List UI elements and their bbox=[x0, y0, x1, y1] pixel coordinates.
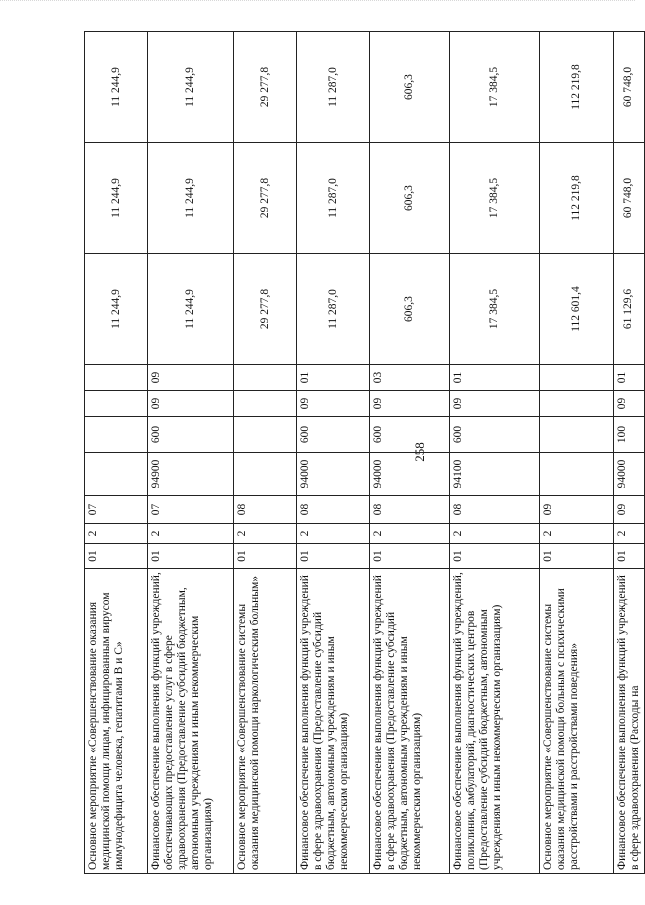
code-cell: 600 bbox=[297, 417, 370, 453]
code-cell: 01 bbox=[234, 544, 297, 569]
code-cell: 09 bbox=[540, 496, 614, 524]
table-row bbox=[540, 32, 614, 874]
code-cell: 09 bbox=[148, 365, 234, 391]
amount-cell: 17 384,5 bbox=[450, 32, 540, 143]
page-number: 258 bbox=[412, 442, 427, 462]
table-row bbox=[614, 32, 645, 874]
code-cell bbox=[85, 391, 148, 417]
amount-cell: 11 287,0 bbox=[297, 32, 370, 143]
code-cell: 94900 bbox=[148, 453, 234, 496]
code-cell bbox=[234, 453, 297, 496]
code-cell bbox=[540, 391, 614, 417]
row-description: Основное мероприятие «Совершенствование системы оказания медицинской помощи больным с психическими расстройствами и расстройствами поведения» bbox=[540, 569, 614, 874]
amount-cell: 11 244,9 bbox=[85, 32, 148, 143]
code-cell: 09 bbox=[614, 391, 645, 417]
amount-cell: 112 601,4 bbox=[540, 254, 614, 365]
code-cell: 94000 bbox=[297, 453, 370, 496]
rotated-table-container bbox=[84, 32, 641, 874]
row-description: Финансовое обеспечение выполнения функций учреждений в сфере здравоохранения (Предоставление субсидий бюджетным, автономным учреждениям и иным некоммерческим организациям) bbox=[297, 569, 370, 874]
code-cell: 2 bbox=[540, 524, 614, 544]
code-cell: 09 bbox=[614, 496, 645, 524]
code-cell: 600 bbox=[148, 417, 234, 453]
amount-cell: 29 277,8 bbox=[234, 143, 297, 254]
amount-cell: 112 219,8 bbox=[540, 32, 614, 143]
code-cell: 2 bbox=[297, 524, 370, 544]
code-cell: 08 bbox=[370, 496, 450, 524]
code-cell: 09 bbox=[297, 391, 370, 417]
code-cell: 09 bbox=[450, 391, 540, 417]
amount-cell: 606,3 bbox=[370, 32, 450, 143]
code-cell: 2 bbox=[85, 524, 148, 544]
table-row bbox=[450, 32, 540, 874]
code-cell: 01 bbox=[450, 365, 540, 391]
code-cell: 08 bbox=[450, 496, 540, 524]
code-cell: 01 bbox=[540, 544, 614, 569]
code-cell: 01 bbox=[450, 544, 540, 569]
amount-cell: 60 748,0 bbox=[614, 32, 645, 143]
row-description: Финансовое обеспечение выполнения функций учреждений в сфере здравоохранения (Расходы на bbox=[614, 569, 645, 874]
table-row bbox=[370, 32, 450, 874]
code-cell: 09 bbox=[148, 391, 234, 417]
amount-cell: 11 244,9 bbox=[148, 143, 234, 254]
row-description: Финансовое обеспечение выполнения функций учреждений, поликлиник, амбулаторий, диагностических центров (Предоставление субсидий бюджетным, автономным учреждениям и иным некоммерческим организациям) bbox=[450, 569, 540, 874]
code-cell: 94000 bbox=[614, 453, 645, 496]
code-cell: 01 bbox=[148, 544, 234, 569]
amount-cell: 17 384,5 bbox=[450, 143, 540, 254]
code-cell bbox=[540, 365, 614, 391]
code-cell: 01 bbox=[297, 365, 370, 391]
code-cell bbox=[234, 391, 297, 417]
code-cell bbox=[234, 417, 297, 453]
budget-table bbox=[84, 31, 645, 874]
amount-cell: 11 287,0 bbox=[297, 143, 370, 254]
code-cell bbox=[234, 365, 297, 391]
amount-cell: 29 277,8 bbox=[234, 254, 297, 365]
amount-cell: 112 219,8 bbox=[540, 143, 614, 254]
code-cell bbox=[540, 417, 614, 453]
row-description: Финансовое обеспечение выполнения функций учреждений, обеспечивающих предоставление услуг в сфере здравоохранения (Предоставление субсидий бюджетным, автономным учреждениям и иным некоммерческим организациям) bbox=[148, 569, 234, 874]
code-cell: 03 bbox=[370, 365, 450, 391]
amount-cell: 17 384,5 bbox=[450, 254, 540, 365]
table-row bbox=[297, 32, 370, 874]
table-row bbox=[148, 32, 234, 874]
code-cell: 07 bbox=[148, 496, 234, 524]
row-description: Финансовое обеспечение выполнения функций учреждений в сфере здравоохранения (Предоставление субсидий бюджетным, автономным учреждениям и иным некоммерческим организациям) bbox=[370, 569, 450, 874]
amount-cell: 606,3 bbox=[370, 254, 450, 365]
code-cell: 94000 bbox=[370, 453, 450, 496]
code-cell: 01 bbox=[85, 544, 148, 569]
amount-cell: 61 129,6 bbox=[614, 254, 645, 365]
code-cell: 08 bbox=[297, 496, 370, 524]
code-cell: 01 bbox=[370, 544, 450, 569]
amount-cell: 11 244,9 bbox=[85, 143, 148, 254]
code-cell: 2 bbox=[370, 524, 450, 544]
table-body bbox=[85, 32, 645, 874]
amount-cell: 60 748,0 bbox=[614, 143, 645, 254]
code-cell: 100 bbox=[614, 417, 645, 453]
table-row bbox=[85, 32, 148, 874]
code-cell: 2 bbox=[234, 524, 297, 544]
code-cell bbox=[540, 453, 614, 496]
code-cell: 2 bbox=[614, 524, 645, 544]
table-row bbox=[234, 32, 297, 874]
scan-margin-noise bbox=[0, 0, 635, 15]
code-cell: 08 bbox=[234, 496, 297, 524]
code-cell: 07 bbox=[85, 496, 148, 524]
amount-cell: 11 287,0 bbox=[297, 254, 370, 365]
code-cell: 600 bbox=[370, 417, 450, 453]
amount-cell: 606,3 bbox=[370, 143, 450, 254]
row-description: Основное мероприятие «Совершенствование оказания медицинской помощи лицам, инфицированным вирусом иммунодефицита человека, гепатитами В и С» bbox=[85, 569, 148, 874]
code-cell: 01 bbox=[297, 544, 370, 569]
amount-cell: 29 277,8 bbox=[234, 32, 297, 143]
row-description: Основное мероприятие «Совершенствование системы оказания медицинской помощи наркологическим больным» bbox=[234, 569, 297, 874]
code-cell: 09 bbox=[370, 391, 450, 417]
code-cell: 01 bbox=[614, 544, 645, 569]
code-cell bbox=[85, 417, 148, 453]
amount-cell: 11 244,9 bbox=[85, 254, 148, 365]
code-cell: 600 bbox=[450, 417, 540, 453]
code-cell: 2 bbox=[450, 524, 540, 544]
amount-cell: 11 244,9 bbox=[148, 32, 234, 143]
code-cell bbox=[85, 453, 148, 496]
code-cell bbox=[85, 365, 148, 391]
amount-cell: 11 244,9 bbox=[148, 254, 234, 365]
code-cell: 94100 bbox=[450, 453, 540, 496]
code-cell: 01 bbox=[614, 365, 645, 391]
code-cell: 2 bbox=[148, 524, 234, 544]
